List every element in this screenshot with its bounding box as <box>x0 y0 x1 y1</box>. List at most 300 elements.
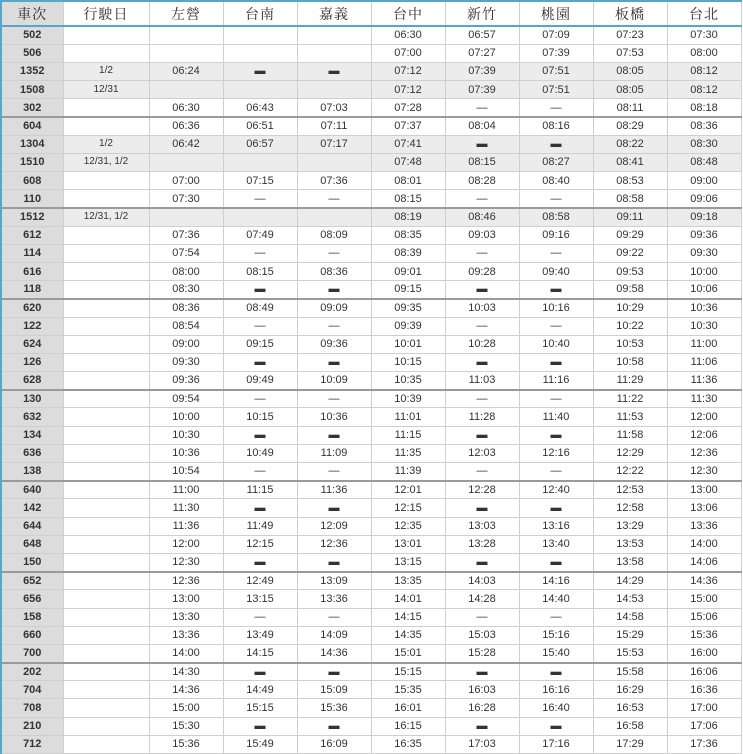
time-cell: 13:15 <box>223 590 297 608</box>
time-cell: 13:28 <box>445 535 519 553</box>
time-cell: ▬ <box>297 553 371 571</box>
time-cell: 07:27 <box>445 44 519 62</box>
time-cell: ▬ <box>445 135 519 153</box>
time-cell: 16:06 <box>667 663 741 681</box>
time-cell: 17:03 <box>445 735 519 753</box>
time-cell: ▬ <box>519 135 593 153</box>
time-cell: 08:58 <box>519 208 593 226</box>
time-cell: 10:01 <box>371 335 445 353</box>
time-cell: ▬ <box>445 717 519 735</box>
time-cell: 15:06 <box>667 608 741 626</box>
header-station: 板橋 <box>593 1 667 26</box>
train-number: 704 <box>1 681 63 699</box>
train-number: 302 <box>1 99 63 117</box>
train-number: 202 <box>1 663 63 681</box>
time-cell: 10:36 <box>297 408 371 426</box>
time-cell: 11:39 <box>371 463 445 481</box>
time-cell: 15:09 <box>297 681 371 699</box>
table-row <box>1 208 741 226</box>
time-cell: 15:58 <box>593 663 667 681</box>
time-cell: 10:22 <box>593 317 667 335</box>
time-cell: 13:35 <box>371 572 445 590</box>
time-cell: 14:16 <box>519 572 593 590</box>
time-cell: 13:30 <box>149 608 223 626</box>
table-row <box>1 481 741 499</box>
operating-days <box>63 317 149 335</box>
table-row <box>1 444 741 462</box>
train-number: 110 <box>1 190 63 208</box>
time-cell: 11:30 <box>149 499 223 517</box>
time-cell <box>149 26 223 44</box>
time-cell: 10:36 <box>667 299 741 317</box>
time-cell: ▬ <box>445 353 519 371</box>
time-cell: 08:12 <box>667 62 741 80</box>
operating-days: 1/2 <box>63 62 149 80</box>
train-number: 604 <box>1 117 63 135</box>
operating-days <box>63 226 149 244</box>
time-cell: 07:54 <box>149 244 223 262</box>
time-cell: — <box>297 463 371 481</box>
time-cell: 07:11 <box>297 117 371 135</box>
time-cell: 09:36 <box>297 335 371 353</box>
table-row <box>1 608 741 626</box>
time-cell: 11:22 <box>593 390 667 408</box>
train-number: 656 <box>1 590 63 608</box>
time-cell: 08:19 <box>371 208 445 226</box>
time-cell: 14:30 <box>149 663 223 681</box>
time-cell: 13:49 <box>223 626 297 644</box>
time-cell: 09:39 <box>371 317 445 335</box>
time-cell: 13:53 <box>593 535 667 553</box>
time-cell: 16:35 <box>371 735 445 753</box>
time-cell: 09:09 <box>297 299 371 317</box>
train-number: 150 <box>1 553 63 571</box>
time-cell: 11:15 <box>223 481 297 499</box>
time-cell: 10:35 <box>371 372 445 390</box>
time-cell: 12:29 <box>593 444 667 462</box>
time-cell: 08:16 <box>519 117 593 135</box>
table-row <box>1 317 741 335</box>
time-cell: 12:01 <box>371 481 445 499</box>
time-cell: 11:35 <box>371 444 445 462</box>
time-cell: 08:12 <box>667 81 741 99</box>
time-cell: 09:15 <box>371 281 445 299</box>
time-cell: — <box>445 99 519 117</box>
train-number: 648 <box>1 535 63 553</box>
time-cell: ▬ <box>445 553 519 571</box>
time-cell: 14:40 <box>519 590 593 608</box>
time-cell: — <box>445 390 519 408</box>
time-cell: 08:53 <box>593 172 667 190</box>
table-row <box>1 153 741 171</box>
table-row <box>1 663 741 681</box>
time-cell: 11:01 <box>371 408 445 426</box>
time-cell: 10:03 <box>445 299 519 317</box>
time-cell: 13:09 <box>297 572 371 590</box>
time-cell: 09:11 <box>593 208 667 226</box>
time-cell: 12:35 <box>371 517 445 535</box>
train-number: 142 <box>1 499 63 517</box>
table-row <box>1 463 741 481</box>
time-cell: 10:29 <box>593 299 667 317</box>
train-number: 660 <box>1 626 63 644</box>
time-cell: 07:51 <box>519 81 593 99</box>
time-cell: 13:58 <box>593 553 667 571</box>
table-row <box>1 590 741 608</box>
train-number: 1512 <box>1 208 63 226</box>
time-cell: 12:49 <box>223 572 297 590</box>
time-cell: 09:01 <box>371 262 445 280</box>
table-row <box>1 372 741 390</box>
train-number: 1510 <box>1 153 63 171</box>
time-cell: 08:18 <box>667 99 741 117</box>
time-cell: 13:36 <box>149 626 223 644</box>
operating-days <box>63 463 149 481</box>
operating-days <box>63 481 149 499</box>
time-cell: 08:49 <box>223 299 297 317</box>
timetable-body <box>1 26 741 754</box>
time-cell: ▬ <box>223 353 297 371</box>
train-number: 1304 <box>1 135 63 153</box>
header-station: 左營 <box>149 1 223 26</box>
time-cell <box>297 44 371 62</box>
time-cell: 07:30 <box>667 26 741 44</box>
operating-days <box>63 244 149 262</box>
time-cell <box>149 208 223 226</box>
train-number: 644 <box>1 517 63 535</box>
time-cell: 10:00 <box>149 408 223 426</box>
time-cell: 12:15 <box>223 535 297 553</box>
train-number: 652 <box>1 572 63 590</box>
time-cell: 15:36 <box>297 699 371 717</box>
train-number: 612 <box>1 226 63 244</box>
time-cell: 17:29 <box>593 735 667 753</box>
time-cell: 14:53 <box>593 590 667 608</box>
operating-days <box>63 681 149 699</box>
time-cell: 08:48 <box>667 153 741 171</box>
time-cell: 12:53 <box>593 481 667 499</box>
time-cell: 16:58 <box>593 717 667 735</box>
time-cell: 08:36 <box>149 299 223 317</box>
operating-days <box>63 190 149 208</box>
operating-days <box>63 590 149 608</box>
time-cell: 17:06 <box>667 717 741 735</box>
time-cell: 10:58 <box>593 353 667 371</box>
time-cell: 16:29 <box>593 681 667 699</box>
train-number: 636 <box>1 444 63 462</box>
time-cell: 13:40 <box>519 535 593 553</box>
time-cell: 12:58 <box>593 499 667 517</box>
time-cell: 11:06 <box>667 353 741 371</box>
time-cell: — <box>519 190 593 208</box>
train-number: 506 <box>1 44 63 62</box>
time-cell: 15:15 <box>223 699 297 717</box>
time-cell: 08:41 <box>593 153 667 171</box>
time-cell: 08:05 <box>593 62 667 80</box>
time-cell: 09:53 <box>593 262 667 280</box>
time-cell: — <box>223 190 297 208</box>
time-cell <box>149 44 223 62</box>
train-number: 210 <box>1 717 63 735</box>
header-station: 嘉義 <box>297 1 371 26</box>
time-cell: 08:01 <box>371 172 445 190</box>
time-cell: 10:16 <box>519 299 593 317</box>
time-cell: 14:35 <box>371 626 445 644</box>
time-cell: 10:36 <box>149 444 223 462</box>
time-cell: 11:36 <box>297 481 371 499</box>
time-cell: 13:00 <box>667 481 741 499</box>
time-cell: 12:28 <box>445 481 519 499</box>
time-cell: 09:00 <box>667 172 741 190</box>
time-cell: 12:36 <box>667 444 741 462</box>
operating-days <box>63 299 149 317</box>
table-row <box>1 62 741 80</box>
time-cell <box>223 81 297 99</box>
time-cell: ▬ <box>223 426 297 444</box>
time-cell: 12:36 <box>297 535 371 553</box>
table-row <box>1 281 741 299</box>
table-row <box>1 517 741 535</box>
time-cell: 14:58 <box>593 608 667 626</box>
time-cell: ▬ <box>223 663 297 681</box>
time-cell: 08:15 <box>223 262 297 280</box>
time-cell: 07:17 <box>297 135 371 153</box>
time-cell: — <box>445 608 519 626</box>
time-cell: 09:28 <box>445 262 519 280</box>
train-number: 712 <box>1 735 63 753</box>
time-cell: 13:29 <box>593 517 667 535</box>
time-cell: 08:58 <box>593 190 667 208</box>
time-cell: 10:15 <box>371 353 445 371</box>
time-cell: 07:00 <box>371 44 445 62</box>
time-cell: — <box>519 390 593 408</box>
time-cell: 10:06 <box>667 281 741 299</box>
header-station: 台中 <box>371 1 445 26</box>
train-number: 708 <box>1 699 63 717</box>
time-cell: 16:40 <box>519 699 593 717</box>
time-cell: 14:15 <box>371 608 445 626</box>
time-cell: ▬ <box>297 499 371 517</box>
table-row <box>1 499 741 517</box>
time-cell: 08:15 <box>371 190 445 208</box>
time-cell: 09:16 <box>519 226 593 244</box>
operating-days <box>63 408 149 426</box>
table-row <box>1 553 741 571</box>
time-cell: 06:43 <box>223 99 297 117</box>
time-cell: — <box>223 317 297 335</box>
time-cell: 06:24 <box>149 62 223 80</box>
header-station: 台南 <box>223 1 297 26</box>
time-cell: 13:01 <box>371 535 445 553</box>
train-number: 1352 <box>1 62 63 80</box>
time-cell <box>297 153 371 171</box>
time-cell: 13:06 <box>667 499 741 517</box>
time-cell: 08:40 <box>519 172 593 190</box>
operating-days <box>63 626 149 644</box>
time-cell: 08:29 <box>593 117 667 135</box>
time-cell: ▬ <box>297 281 371 299</box>
time-cell: 08:00 <box>149 262 223 280</box>
time-cell: 08:05 <box>593 81 667 99</box>
table-row <box>1 226 741 244</box>
operating-days <box>63 281 149 299</box>
time-cell: ▬ <box>519 663 593 681</box>
time-cell: ▬ <box>445 499 519 517</box>
time-cell: 15:00 <box>149 699 223 717</box>
time-cell: 08:04 <box>445 117 519 135</box>
operating-days <box>63 717 149 735</box>
time-cell: 12:06 <box>667 426 741 444</box>
time-cell: 11:15 <box>371 426 445 444</box>
time-cell: 13:36 <box>297 590 371 608</box>
time-cell: ▬ <box>297 62 371 80</box>
time-cell: 16:01 <box>371 699 445 717</box>
table-row <box>1 299 741 317</box>
time-cell: 11:28 <box>445 408 519 426</box>
table-row <box>1 572 741 590</box>
time-cell: 08:22 <box>593 135 667 153</box>
time-cell: 13:15 <box>371 553 445 571</box>
table-row <box>1 681 741 699</box>
time-cell: 16:36 <box>667 681 741 699</box>
time-cell: 15:15 <box>371 663 445 681</box>
time-cell: 09:36 <box>149 372 223 390</box>
table-row <box>1 353 741 371</box>
time-cell: 07:12 <box>371 81 445 99</box>
time-cell <box>223 208 297 226</box>
time-cell: 15:40 <box>519 644 593 662</box>
time-cell: 15:28 <box>445 644 519 662</box>
train-number: 158 <box>1 608 63 626</box>
time-cell: 10:54 <box>149 463 223 481</box>
table-row <box>1 408 741 426</box>
train-number: 640 <box>1 481 63 499</box>
time-cell: ▬ <box>519 281 593 299</box>
train-number: 628 <box>1 372 63 390</box>
time-cell: 13:16 <box>519 517 593 535</box>
time-cell: 07:15 <box>223 172 297 190</box>
time-cell <box>297 26 371 44</box>
time-cell: 06:57 <box>223 135 297 153</box>
time-cell: 14:49 <box>223 681 297 699</box>
time-cell: 08:00 <box>667 44 741 62</box>
operating-days <box>63 44 149 62</box>
operating-days <box>63 426 149 444</box>
header-station: 新竹 <box>445 1 519 26</box>
table-row <box>1 699 741 717</box>
time-cell <box>223 26 297 44</box>
time-cell: 08:30 <box>667 135 741 153</box>
table-row <box>1 426 741 444</box>
time-cell: 10:40 <box>519 335 593 353</box>
time-cell: 09:06 <box>667 190 741 208</box>
time-cell: ▬ <box>445 426 519 444</box>
operating-days <box>63 735 149 753</box>
time-cell: — <box>223 390 297 408</box>
time-cell: 09:30 <box>667 244 741 262</box>
operating-days <box>63 699 149 717</box>
time-cell: 11:53 <box>593 408 667 426</box>
time-cell: 06:30 <box>371 26 445 44</box>
time-cell: 09:00 <box>149 335 223 353</box>
train-number: 620 <box>1 299 63 317</box>
table-row <box>1 735 741 753</box>
time-cell: 09:54 <box>149 390 223 408</box>
train-number: 126 <box>1 353 63 371</box>
time-cell: 09:58 <box>593 281 667 299</box>
table-row <box>1 81 741 99</box>
table-row <box>1 172 741 190</box>
time-cell: — <box>223 463 297 481</box>
time-cell: ▬ <box>223 499 297 517</box>
operating-days <box>63 26 149 44</box>
time-cell: 09:29 <box>593 226 667 244</box>
time-cell: — <box>519 463 593 481</box>
time-cell: 15:36 <box>149 735 223 753</box>
time-cell: 10:28 <box>445 335 519 353</box>
train-number: 114 <box>1 244 63 262</box>
time-cell: 07:48 <box>371 153 445 171</box>
time-cell: 08:11 <box>593 99 667 117</box>
time-cell: ▬ <box>297 717 371 735</box>
time-cell: 08:35 <box>371 226 445 244</box>
time-cell: 14:28 <box>445 590 519 608</box>
table-row <box>1 135 741 153</box>
time-cell: 15:53 <box>593 644 667 662</box>
time-cell: ▬ <box>519 426 593 444</box>
time-cell: — <box>297 190 371 208</box>
time-cell: 11:00 <box>667 335 741 353</box>
operating-days <box>63 553 149 571</box>
time-cell: 15:16 <box>519 626 593 644</box>
operating-days <box>63 99 149 117</box>
time-cell: ▬ <box>223 281 297 299</box>
time-cell: 12:15 <box>371 499 445 517</box>
time-cell: 13:00 <box>149 590 223 608</box>
time-cell: 06:36 <box>149 117 223 135</box>
time-cell: 16:28 <box>445 699 519 717</box>
operating-days <box>63 663 149 681</box>
train-number: 134 <box>1 426 63 444</box>
time-cell <box>297 208 371 226</box>
time-cell: 07:41 <box>371 135 445 153</box>
operating-days <box>63 572 149 590</box>
train-number: 502 <box>1 26 63 44</box>
table-row <box>1 262 741 280</box>
time-cell: 11:29 <box>593 372 667 390</box>
time-cell: 08:46 <box>445 208 519 226</box>
time-cell: ▬ <box>297 426 371 444</box>
time-cell: 09:22 <box>593 244 667 262</box>
time-cell: 14:01 <box>371 590 445 608</box>
time-cell: 16:03 <box>445 681 519 699</box>
time-cell: 11:00 <box>149 481 223 499</box>
time-cell: 11:16 <box>519 372 593 390</box>
header-station: 台北 <box>667 1 741 26</box>
operating-days: 12/31, 1/2 <box>63 208 149 226</box>
header-station: 桃園 <box>519 1 593 26</box>
operating-days: 12/31, 1/2 <box>63 153 149 171</box>
train-number: 130 <box>1 390 63 408</box>
time-cell: 07:03 <box>297 99 371 117</box>
time-cell: 14:09 <box>297 626 371 644</box>
time-cell: 07:39 <box>519 44 593 62</box>
time-cell: 12:40 <box>519 481 593 499</box>
time-cell: 10:30 <box>149 426 223 444</box>
time-cell: 11:03 <box>445 372 519 390</box>
time-cell: 09:35 <box>371 299 445 317</box>
time-cell: 10:39 <box>371 390 445 408</box>
